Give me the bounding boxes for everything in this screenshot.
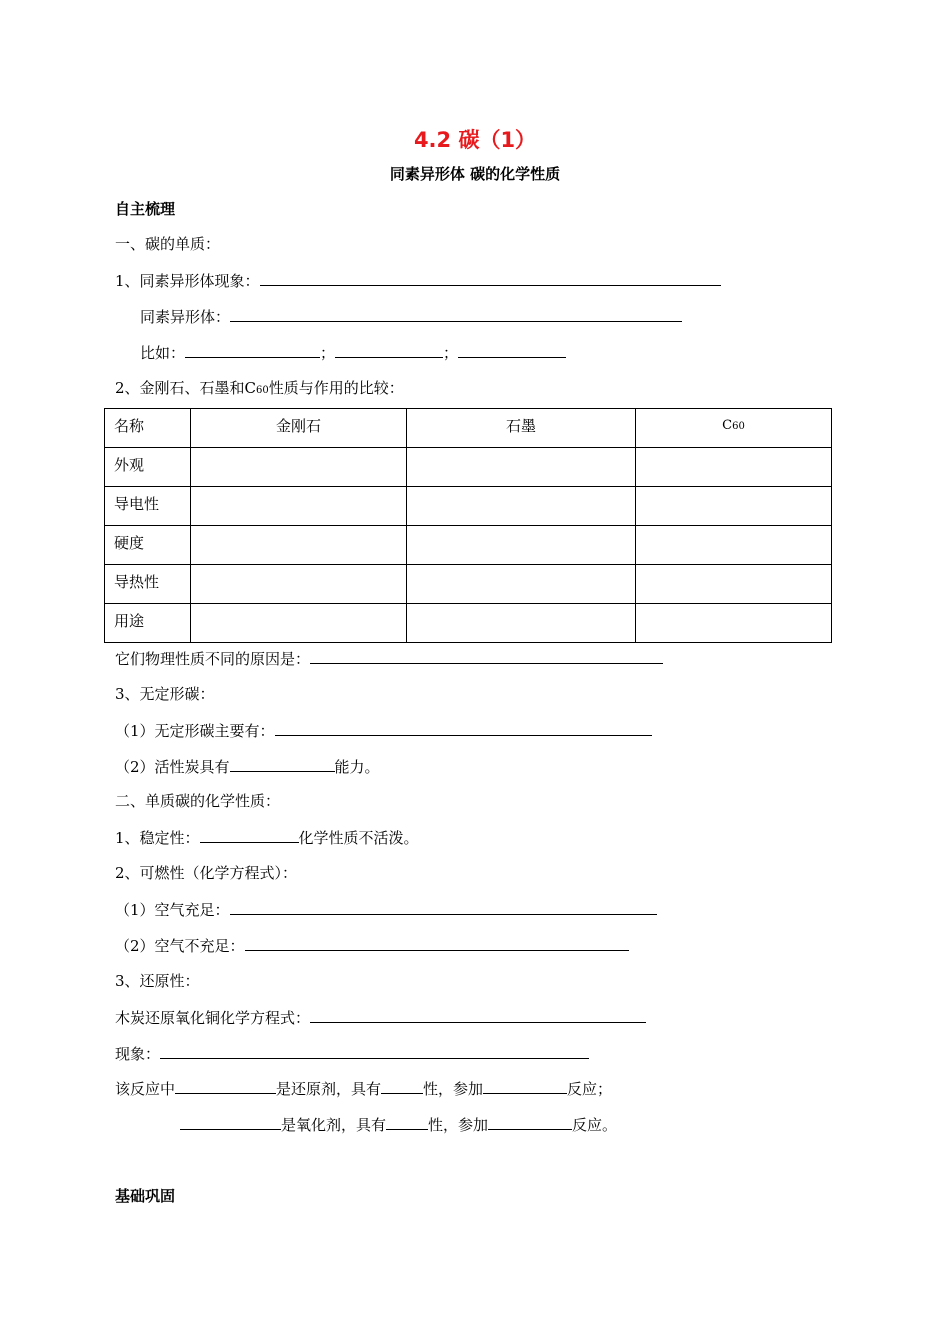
header-cell-c60 xyxy=(636,409,832,448)
answer-blank[interactable] xyxy=(185,341,320,358)
part2-heading: 二、单质碳的化学性质： xyxy=(115,792,281,810)
reaction-2-post: 反应。 xyxy=(572,1116,618,1134)
table-row xyxy=(105,487,832,526)
answer-blank[interactable] xyxy=(310,1006,646,1023)
question-1b-label: 同素异形体： xyxy=(140,308,231,326)
question-3-label: 3、无定形碳： xyxy=(115,685,215,703)
answer-blank[interactable] xyxy=(175,1077,276,1094)
answer-blank[interactable] xyxy=(260,269,721,286)
reason-label: 它们物理性质不同的原因是： xyxy=(115,650,311,668)
answer-blank[interactable] xyxy=(310,647,663,664)
row-label: 硬度 xyxy=(105,526,191,565)
reason-row xyxy=(115,647,663,669)
answer-blank[interactable] xyxy=(483,1077,567,1094)
question-1-label: 1、同素异形体现象： xyxy=(115,272,260,290)
answer-cell[interactable] xyxy=(407,448,636,487)
row-label: 用途 xyxy=(105,604,191,643)
reaction-row-1 xyxy=(115,1077,612,1099)
header-cell: 金刚石 xyxy=(191,409,407,448)
combustion-sufficient-label: （1）空气充足： xyxy=(115,901,230,919)
reducibility-label: 3、还原性： xyxy=(115,972,200,990)
answer-blank[interactable] xyxy=(230,305,682,322)
separator: ； xyxy=(443,344,459,362)
answer-cell[interactable] xyxy=(636,526,832,565)
c60-sub: 60 xyxy=(732,421,745,432)
examples-row xyxy=(140,341,566,363)
stability-post: 化学性质不活泼。 xyxy=(298,829,419,847)
answer-blank[interactable] xyxy=(488,1113,572,1130)
answer-cell[interactable] xyxy=(191,487,407,526)
answer-cell[interactable] xyxy=(407,526,636,565)
table-row xyxy=(105,565,832,604)
phenomenon-row xyxy=(115,1042,589,1064)
section-heading-basic: 基础巩固 xyxy=(115,1187,176,1205)
row-label: 导热性 xyxy=(105,565,191,604)
reaction-1-post: 反应； xyxy=(567,1080,613,1098)
answer-cell[interactable] xyxy=(407,604,636,643)
combustibility-label: 2、可燃性（化学方程式）： xyxy=(115,864,298,882)
answer-blank[interactable] xyxy=(275,719,652,736)
question-1b xyxy=(140,305,682,327)
table-row xyxy=(105,448,832,487)
reaction-2-mid1: 是氧化剂，具有 xyxy=(281,1116,387,1134)
answer-cell[interactable] xyxy=(191,526,407,565)
q2-label-sub: 60 xyxy=(256,385,269,396)
reaction-1-mid1: 是还原剂，具有 xyxy=(276,1080,382,1098)
answer-blank[interactable] xyxy=(458,341,566,358)
question-3-2-pre: （2）活性炭具有 xyxy=(115,758,230,776)
reaction-1-mid2: 性，参加 xyxy=(423,1080,484,1098)
equation-row xyxy=(115,1006,646,1028)
row-label: 外观 xyxy=(105,448,191,487)
comparison-table xyxy=(104,408,832,643)
stability-row xyxy=(115,826,419,848)
stability-pre: 1、稳定性： xyxy=(115,829,200,847)
answer-cell[interactable] xyxy=(636,448,832,487)
reaction-row-2 xyxy=(180,1113,617,1135)
header-cell: 名称 xyxy=(105,409,191,448)
question-3-1-label: （1）无定形碳主要有： xyxy=(115,722,275,740)
reaction-2-mid2: 性，参加 xyxy=(428,1116,489,1134)
answer-blank[interactable] xyxy=(381,1077,423,1094)
answer-cell[interactable] xyxy=(191,565,407,604)
answer-blank[interactable] xyxy=(180,1113,281,1130)
question-1 xyxy=(115,269,721,291)
table-header-row xyxy=(105,409,832,448)
separator: ； xyxy=(320,344,336,362)
q2-label-post: 性质与作用的比较： xyxy=(268,379,404,397)
question-3-2 xyxy=(115,755,380,777)
section-heading-self-study: 自主梳理 xyxy=(115,200,176,218)
answer-blank[interactable] xyxy=(200,826,299,843)
table-row xyxy=(105,604,832,643)
answer-cell[interactable] xyxy=(636,565,832,604)
answer-cell[interactable] xyxy=(191,448,407,487)
answer-blank[interactable] xyxy=(160,1042,589,1059)
answer-blank[interactable] xyxy=(230,755,335,772)
question-3-1 xyxy=(115,719,652,741)
answer-cell[interactable] xyxy=(407,565,636,604)
page-subtitle: 同素异形体 碳的化学性质 xyxy=(389,165,561,183)
page-title: 4.2 碳（1） xyxy=(413,128,537,152)
question-3-2-post: 能力。 xyxy=(334,758,380,776)
part1-heading: 一、碳的单质： xyxy=(115,235,221,253)
equation-label: 木炭还原氧化铜化学方程式： xyxy=(115,1009,311,1027)
answer-blank[interactable] xyxy=(386,1113,428,1130)
table-row xyxy=(105,526,832,565)
answer-cell[interactable] xyxy=(407,487,636,526)
combustion-insufficient xyxy=(115,934,629,956)
reaction-1-pre: 该反应中 xyxy=(115,1080,176,1098)
answer-cell[interactable] xyxy=(636,487,832,526)
q2-label-pre: 2、金刚石、石墨和C xyxy=(115,379,257,397)
examples-label: 比如： xyxy=(140,344,186,362)
answer-cell[interactable] xyxy=(191,604,407,643)
answer-cell[interactable] xyxy=(636,604,832,643)
question-2-label xyxy=(115,377,404,398)
answer-blank[interactable] xyxy=(335,341,443,358)
phenomenon-label: 现象： xyxy=(115,1045,161,1063)
combustion-sufficient xyxy=(115,898,657,920)
c60-base: C xyxy=(722,418,733,433)
row-label: 导电性 xyxy=(105,487,191,526)
answer-blank[interactable] xyxy=(230,898,657,915)
header-cell: 石墨 xyxy=(407,409,636,448)
combustion-insufficient-label: （2）空气不充足： xyxy=(115,937,245,955)
answer-blank[interactable] xyxy=(245,934,629,951)
